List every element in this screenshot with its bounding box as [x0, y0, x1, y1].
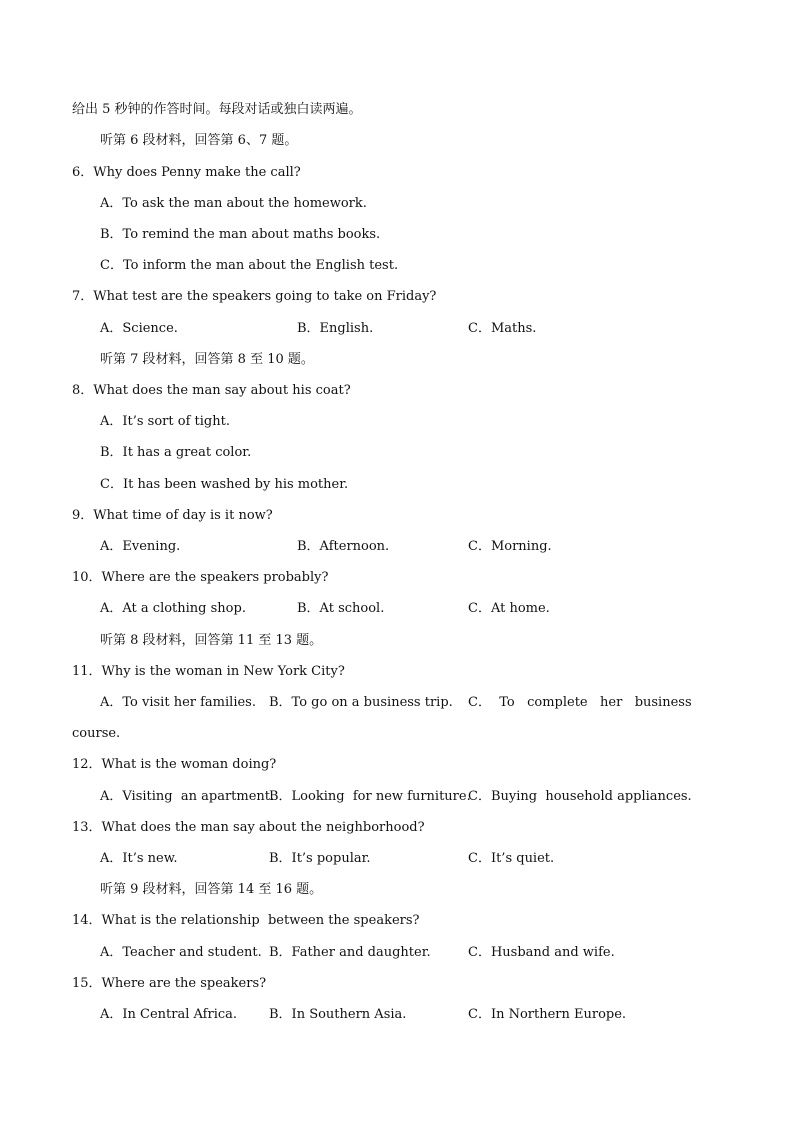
q12-option-a: A．Visiting an apartment.	[100, 789, 275, 804]
q8-option-b: B．It has a great color.	[100, 445, 252, 460]
q9-option-a: A．Evening.	[100, 539, 181, 554]
q8-option-a: A．It’s sort of tight.	[100, 414, 230, 429]
q10-option-a: A．At a clothing shop.	[100, 601, 246, 616]
question-7: 7．What test are the speakers going to take on Friday?	[72, 289, 437, 304]
q6-option-b: B．To remind the man about maths books.	[100, 227, 381, 242]
question-6: 6．Why does Penny make the call?	[72, 165, 301, 180]
question-9: 9．What time of day is it now?	[72, 508, 273, 523]
q9-option-b: B．Afternoon.	[297, 539, 390, 554]
question-10: 10．Where are the speakers probably?	[72, 570, 329, 585]
q11-option-c-continued: course.	[72, 726, 121, 741]
question-13: 13．What does the man say about the neighborhood?	[72, 820, 425, 835]
q12-option-c: C．Buying household appliances.	[468, 789, 692, 804]
q13-option-a: A．It’s new.	[100, 851, 178, 866]
q7-option-a: A．Science.	[100, 321, 178, 336]
intro-line: 给出 5 秒钟的作答时间。每段对话或独白读两遍。	[72, 102, 362, 117]
q11-option-a: A．To visit her families.	[100, 695, 256, 710]
q8-option-c: C．It has been washed by his mother.	[100, 477, 349, 492]
section-heading-6: 听第 6 段材料，回答第 6、7 题。	[100, 133, 298, 148]
q14-option-b: B．Father and daughter.	[269, 945, 431, 960]
question-12: 12．What is the woman doing?	[72, 757, 277, 772]
q9-option-c: C．Morning.	[468, 539, 552, 554]
q15-option-a: A．In Central Africa.	[100, 1007, 238, 1022]
section-heading-8: 听第 8 段材料，回答第 11 至 13 题。	[100, 633, 323, 648]
q11-option-b: B．To go on a business trip.	[269, 695, 453, 710]
q10-option-b: B．At school.	[297, 601, 385, 616]
q14-option-a: A．Teacher and student.	[100, 945, 262, 960]
q6-option-a: A．To ask the man about the homework.	[100, 196, 367, 211]
q13-option-b: B．It’s popular.	[269, 851, 371, 866]
q10-option-c: C．At home.	[468, 601, 550, 616]
q15-option-c: C．In Northern Europe.	[468, 1007, 627, 1022]
q14-option-c: C．Husband and wife.	[468, 945, 615, 960]
question-14: 14．What is the relationship between the speakers?	[72, 913, 420, 928]
q7-option-c: C．Maths.	[468, 321, 537, 336]
q13-option-c: C．It’s quiet.	[468, 851, 555, 866]
question-15: 15．Where are the speakers?	[72, 976, 267, 991]
section-heading-9: 听第 9 段材料，回答第 14 至 16 题。	[100, 882, 323, 897]
q12-option-b: B．Looking for new furniture.	[269, 789, 471, 804]
q11-option-c: C． To complete her business	[468, 695, 692, 710]
q7-option-b: B．English.	[297, 321, 374, 336]
section-heading-7: 听第 7 段材料，回答第 8 至 10 题。	[100, 352, 314, 367]
q6-option-c: C．To inform the man about the English test.	[100, 258, 399, 273]
question-8: 8．What does the man say about his coat?	[72, 383, 351, 398]
q15-option-b: B．In Southern Asia.	[269, 1007, 407, 1022]
question-11: 11．Why is the woman in New York City?	[72, 664, 345, 679]
